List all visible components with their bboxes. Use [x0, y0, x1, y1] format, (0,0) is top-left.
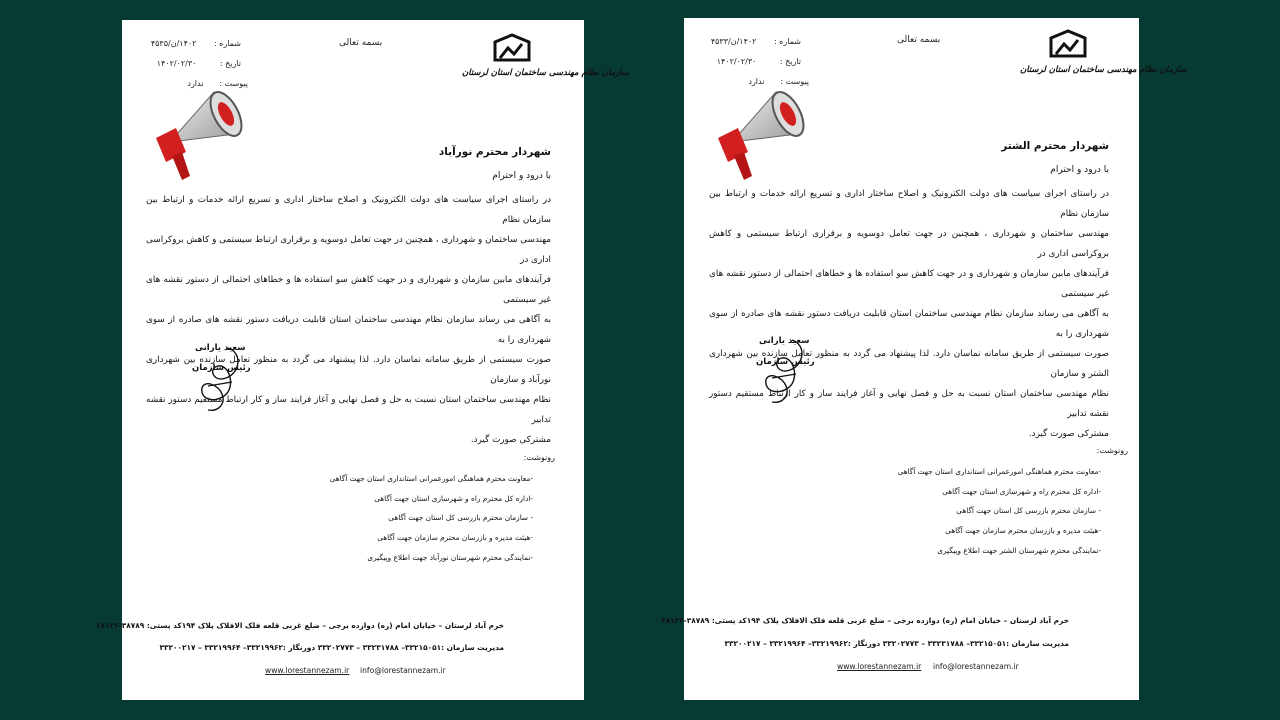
- cc-item: - سازمان محترم بازرسی کل استان جهت آگاهی: [956, 506, 1101, 515]
- body-line: فرآیندهای مابین سازمان و شهرداری و در جهت کاهش سو استفاده ها و خطاهای احتمالی از دستور نقشه های غیر سیستمی: [146, 275, 551, 305]
- body-line: صورت سیستمی از طریق سامانه نماسان دارد. لذا پیشنهاد می گردد به منظور تعامل سازنده بین شهرداری نورآباد و سازمان: [146, 355, 551, 385]
- body-line: به آگاهی می رساند سازمان نظام مهندسی ساختمان استان قابلیت دریافت دستور نقشه های صادره از سوی شهرداری را به: [709, 309, 1109, 339]
- body-line: مهندسی ساختمان و شهرداری ، همچنین در جهت تعامل دوسویه و برقراری ارتباط سیستمی و کاهش بروکراسی اداری در: [146, 235, 551, 265]
- body-line: در راستای اجرای سیاست های دولت الکترونیک و اصلاح ساختار اداری و تسریع ارائه خدمات و ارتباط بین سازمان نظام: [146, 195, 551, 225]
- letter-attachment: پیوست : ندارد: [748, 77, 809, 86]
- cc-item: -اداره کل محترم راه و شهرسازی استان جهت آگاهی: [374, 494, 533, 503]
- signatory-title: رئیس سازمان: [192, 363, 251, 373]
- body-line: مهندسی ساختمان و شهرداری ، همچنین در جهت تعامل دوسویه و برقراری ارتباط سیستمی و کاهش بروکراسی اداری در: [709, 229, 1109, 259]
- letter-number: شماره : ۱۴۰۲/ن/۴۵۳۳: [710, 37, 801, 46]
- letter-document-right: [661, 18, 1187, 700]
- cc-item: -هیئت مدیره و بازرسان محترم سازمان جهت آگاهی: [377, 533, 533, 542]
- letter-number: شماره : ۱۴۰۲/ن/۴۵۳۵: [150, 39, 241, 48]
- basmala: بسمه تعالی: [339, 38, 383, 48]
- website-link[interactable]: www.lorestannezam.ir: [265, 666, 350, 675]
- body-line: فرآیندهای مابین سازمان و شهرداری و در جهت کاهش سو استفاده ها و خطاهای احتمالی از دستور نقشه های غیر سیستمی: [709, 269, 1109, 299]
- cc-title: رونوشت:: [1096, 446, 1128, 455]
- website-link[interactable]: www.lorestannezam.ir: [837, 662, 922, 671]
- body-line: در راستای اجرای سیاست های دولت الکترونیک و اصلاح ساختار اداری و تسریع ارائه خدمات و ارتباط بین سازمان نظام: [709, 189, 1109, 219]
- signature-icon: [752, 330, 822, 414]
- signatory-title: رئیس سازمان: [756, 357, 815, 367]
- body-line: صورت سیستمی از طریق سامانه نماسان دارد. لذا پیشنهاد می گردد به منظور تعامل سازنده بین شهرداری الشتر و سازمان: [709, 349, 1109, 379]
- email-address[interactable]: info@lorestannezam.ir: [933, 662, 1019, 671]
- footer-address: خرم آباد لرستان – خیابان امام (ره) دوازده برجی – ضلع غربی قلعه فلک الافلاک پلاک ۱۹۴کد پستی: ۳۸۷۸۹-۶۸۱۳۶: [661, 616, 1069, 625]
- cc-item: -معاونت محترم هماهنگی امورعمرانی استانداری استان جهت آگاهی: [897, 467, 1101, 476]
- letter-document-left: [96, 20, 629, 700]
- addressee: شهردار محترم نورآباد: [438, 146, 551, 158]
- body-line: مشترکی صورت گیرد.: [1028, 429, 1109, 439]
- organization-name: سازمان نظام مهندسی ساختمان استان لرستان: [1020, 65, 1187, 75]
- email-address[interactable]: info@lorestannezam.ir: [360, 666, 446, 675]
- organization-logo-icon: [1048, 28, 1088, 64]
- letter-date: تاریخ : ۱۴۰۲/۰۲/۳۰: [716, 57, 801, 66]
- megaphone-icon: [714, 80, 814, 194]
- basmala: بسمه تعالی: [897, 35, 941, 45]
- organization-logo-icon: [492, 32, 532, 68]
- cc-item: -هیئت مدیره و بازرسان محترم سازمان جهت آگاهی: [945, 526, 1101, 535]
- footer-phones: مدیریت سازمان :۳۳۲۱۵۰۵۱– ۳۳۲۳۱۷۸۸ – ۳۳۲۰۲۷۷۳ دورنگار :۳۳۲۱۹۹۶۲– ۳۳۲۱۹۹۶۴ – ۳۳۲۰۰۲۱۷: [724, 639, 1069, 648]
- greeting: با درود و احترام: [492, 171, 551, 181]
- megaphone-icon: [152, 80, 252, 194]
- greeting: با درود و احترام: [1050, 165, 1109, 175]
- footer-address: خرم آباد لرستان – خیابان امام (ره) دوازده برجی – ضلع غربی قلعه فلک الافلاک پلاک ۱۹۴کد پستی: ۳۸۷۸۹-۶۸۱۳۶: [96, 621, 504, 630]
- body-line: نظام مهندسی ساختمان استان نسبت به حل و فصل نهایی و آغاز فرایند ساز و کار ارتباط مستقیم دستور نقشه تدابیر: [709, 389, 1109, 419]
- cc-item: -نمایندگی محترم شهرستان الشتر جهت اطلاع وپیگیری: [937, 546, 1101, 555]
- body-line: نظام مهندسی ساختمان استان نسبت به حل و فصل نهایی و آغاز فرایند ساز و کار ارتباط مستقیم دستور نقشه تدابیر: [146, 395, 551, 425]
- signatory-name: سعید یارانی: [195, 343, 246, 353]
- cc-item: -نمایندگی محترم شهرستان نورآباد جهت اطلاع وپیگیری: [367, 553, 533, 562]
- organization-name: سازمان نظام مهندسی ساختمان استان لرستان: [462, 68, 629, 78]
- cc-item: - سازمان محترم بازرسی کل استان جهت آگاهی: [388, 513, 533, 522]
- cc-item: -معاونت محترم هماهنگی امورعمرانی استانداری استان جهت آگاهی: [329, 474, 533, 483]
- signatory-name: سعید یارانی: [759, 336, 810, 346]
- body-line: به آگاهی می رساند سازمان نظام مهندسی ساختمان استان قابلیت دریافت دستور نقشه های صادره از سوی شهرداری را به: [146, 315, 551, 345]
- footer-phones: مدیریت سازمان :۳۳۲۱۵۰۵۱– ۳۳۲۳۱۷۸۸ – ۳۳۲۰۲۷۷۳ دورنگار :۳۳۲۱۹۹۶۲– ۳۳۲۱۹۹۶۴ – ۳۳۲۰۰۲۱۷: [159, 643, 504, 652]
- cc-item: -اداره کل محترم راه و شهرسازی استان جهت آگاهی: [942, 487, 1101, 496]
- letter-attachment: پیوست : ندارد: [187, 79, 248, 88]
- cc-title: رونوشت:: [523, 453, 555, 462]
- addressee: شهردار محترم الشتر: [1001, 140, 1109, 152]
- signature-icon: [188, 338, 258, 422]
- letter-date: تاریخ : ۱۴۰۲/۰۲/۳۰: [156, 59, 241, 68]
- body-line: مشترکی صورت گیرد.: [470, 435, 551, 445]
